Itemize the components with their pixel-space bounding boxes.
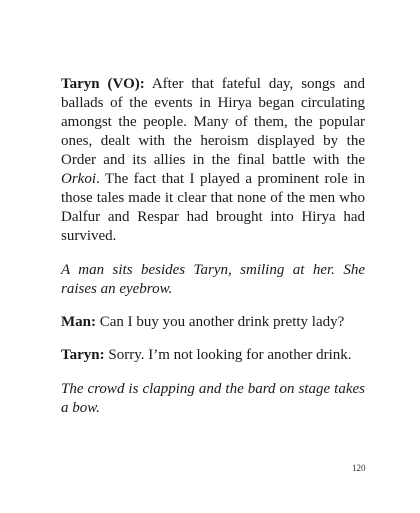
dialogue-text: After that fateful day, songs and ballads of the events in Hirya began circulating amongst the people. Many of them, the popular ones, dealt with the heroism displayed by the Order and its allies in the final battle with the xyxy=(61,76,365,168)
dialogue-emphasis: Orkoi xyxy=(61,171,96,187)
dialogue-text: . The fact that I played a prominent role in those tales made it clear that none of the men who Dalfur and Respar had brought into Hirya had survived. xyxy=(61,171,365,244)
speaker-name: Man: xyxy=(61,314,96,330)
speaker-name: Taryn (VO): xyxy=(61,76,145,92)
page-number: 120 xyxy=(352,463,366,473)
dialogue-taryn xyxy=(61,346,365,365)
stage-direction: The crowd is clapping and the bard on stage takes a bow. xyxy=(61,381,365,416)
dialogue-man xyxy=(61,313,365,332)
dialogue-text: Can I buy you another drink pretty lady? xyxy=(96,314,345,330)
script-page-body xyxy=(61,75,365,418)
stage-direction: A man sits besides Taryn, smiling at her. She raises an eyebrow. xyxy=(61,262,365,297)
dialogue-taryn-voiceover xyxy=(61,75,365,246)
speaker-name: Taryn: xyxy=(61,347,105,363)
dialogue-text: Sorry. I’m not looking for another drink. xyxy=(104,347,352,363)
